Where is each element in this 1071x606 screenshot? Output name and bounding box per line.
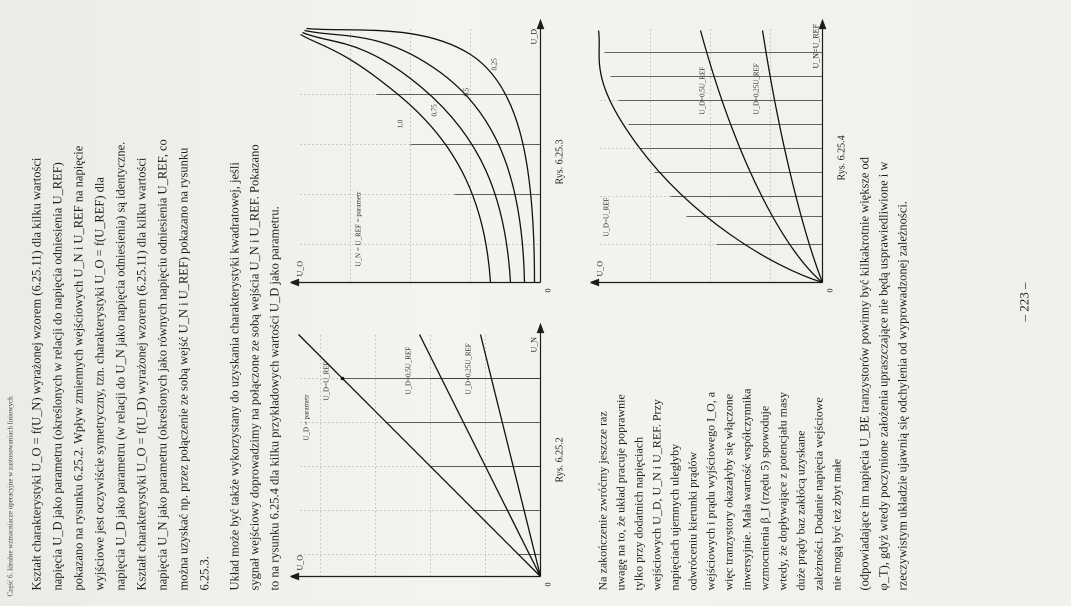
text-line: inwersyjnie. Mała wartość współczynnika [739, 388, 753, 590]
origin-label: 0 [825, 288, 834, 292]
text-line: Kształt charakterystyki U_O = f(U_N) wyrażonej wzorem (6.25.11) dla kilku wartości [29, 157, 43, 590]
text-line: (odpowiadające im napięcia U_BE tranzystorów powinny być kilkakrotnie większe od [857, 156, 871, 590]
running-header: Część 6. Idealne wzmacniacze operacyjne w zastosowaniach liniowych [6, 395, 14, 596]
curve-label: U_D=0,5U_REF [698, 66, 706, 114]
curve-label: 1,0 [396, 119, 404, 128]
x-axis-label: U_D [529, 28, 538, 44]
text-line: napięcia U_D jako parametru (określonych w relacji do napięcia odniesienia U_REF) [50, 161, 64, 590]
text-line: zależności. Dodanie napięcia wejściowe [811, 396, 825, 590]
curve-label: U_D=0,25U_REF [752, 62, 760, 114]
text-line: rzeczywistym układzie ujawnią się odchylenia od wyprowadzonej zależności. [895, 200, 909, 590]
text-line: napięciach ujemnych uległyby [667, 443, 681, 590]
paragraph-conclusion [596, 325, 846, 590]
curve-label: U_D=U_REF [322, 361, 330, 400]
x-axis-label: U_N=U_REF [811, 23, 820, 68]
text-line: wzmocnienia β_I (rzędu 5) spowoduje [757, 405, 771, 590]
text-line: Układ może być także wykorzystany do uzyskania charakterystyki kwadratowej, jeśli [227, 161, 241, 590]
curve-label: U_D=0,5U_REF [404, 346, 412, 394]
text-line: wtedy, że dopływające z potencjału masy [775, 391, 789, 590]
text-line: Kształt charakterystyki U_O = f(U_D) wyrażonej wzorem (6.25.11) dla kilku wartości [134, 157, 148, 590]
text-line: napięcia U_D jako parametru (w relacji do U_N jako napięcia odniesienia) są identyczne. [113, 141, 127, 590]
figure-caption: Rys. 6.25.3 [554, 138, 565, 184]
text-line: można uzyskać np. przez połączenie ze sobą wejść U_N i U_REF) pokazano na rysunku [176, 147, 190, 590]
curve-label: U_D=U_REF [602, 197, 610, 236]
figure-6-25-4-plot [590, 14, 834, 296]
text-line: Na zakończenie zwróćmy jeszcze raz [595, 410, 609, 590]
text-line: wyjściowe jest oczywiście symetryczny, tzn. charakterystyki U_O = f(U_REF) dla [92, 176, 106, 590]
curve-label: 0,5 [462, 87, 470, 96]
text-line: pokazano na rysunku 6.25.2. Wpływ zmiennych wejściowych U_N i U_REF na napięcie [71, 145, 85, 590]
figure-6-25-3-plot [290, 14, 552, 296]
text-line: sygnał wejściowy doprowadzimy na połączone ze sobą wejścia U_N i U_REF. Pokazano [247, 143, 261, 590]
figure-6-25-4 [590, 14, 852, 296]
text-line: uwagę na to, że układ pracuje poprawnie [613, 393, 627, 590]
curve-label: 0,75 [430, 103, 438, 116]
figure-caption: Rys. 6.25.4 [836, 134, 847, 180]
curve-label: U_D=0,25U_REF [464, 342, 472, 394]
text-line: φ_T), gdyż wtedy poczynione założenia upraszczające nie będą usprawiedliwione i w [876, 161, 890, 590]
figure-caption: Rys. 6.25.2 [554, 436, 565, 482]
text-line: wejściowych i prądu wyjściowego I_O, a [703, 391, 717, 590]
text-line: odwróceniu kierunki prądów [685, 451, 699, 590]
paragraph-characteristics [30, 15, 220, 590]
x-axis-label: U_N [529, 336, 538, 352]
y-axis-label: U_O [295, 554, 304, 570]
curve-label: 0,25 [490, 57, 498, 70]
figure-6-25-2 [290, 318, 570, 590]
text-line: więc tranzystory okazałyby się włączone [721, 393, 735, 590]
param-label: U_D = parametr [302, 394, 310, 440]
origin-label: 0 [543, 288, 552, 292]
y-axis-label: U_O [295, 260, 304, 276]
paragraph-final [858, 15, 908, 590]
figure-6-25-2-plot [290, 318, 552, 590]
figure-6-25-3 [290, 14, 570, 296]
text-line: nie mogą być też zbyt małe [829, 458, 843, 590]
text-line: wejściowych U_D, U_N i U_REF. Przy [649, 398, 663, 590]
y-axis-label: U_O [595, 260, 604, 276]
origin-label: 0 [543, 582, 552, 586]
text-line: to na rysunku 6.25.4 dla kilku przykładowych wartości U_D jako parametru. [267, 205, 281, 590]
page-number: – 223 – [1016, 282, 1031, 321]
text-line: duże prądy baz zakłócą uzyskane [793, 430, 807, 590]
paragraph-quadratic [228, 15, 288, 590]
text-line: tylko przy dodatnich napięciach [631, 436, 645, 590]
text-line: napięcia U_N jako parametru (określonych jako równych napięciu odniesienia U_REF, co [155, 138, 169, 590]
text-line: 6.25.3. [197, 555, 211, 590]
param-label: U_N = U_REF = parametr [354, 191, 362, 266]
